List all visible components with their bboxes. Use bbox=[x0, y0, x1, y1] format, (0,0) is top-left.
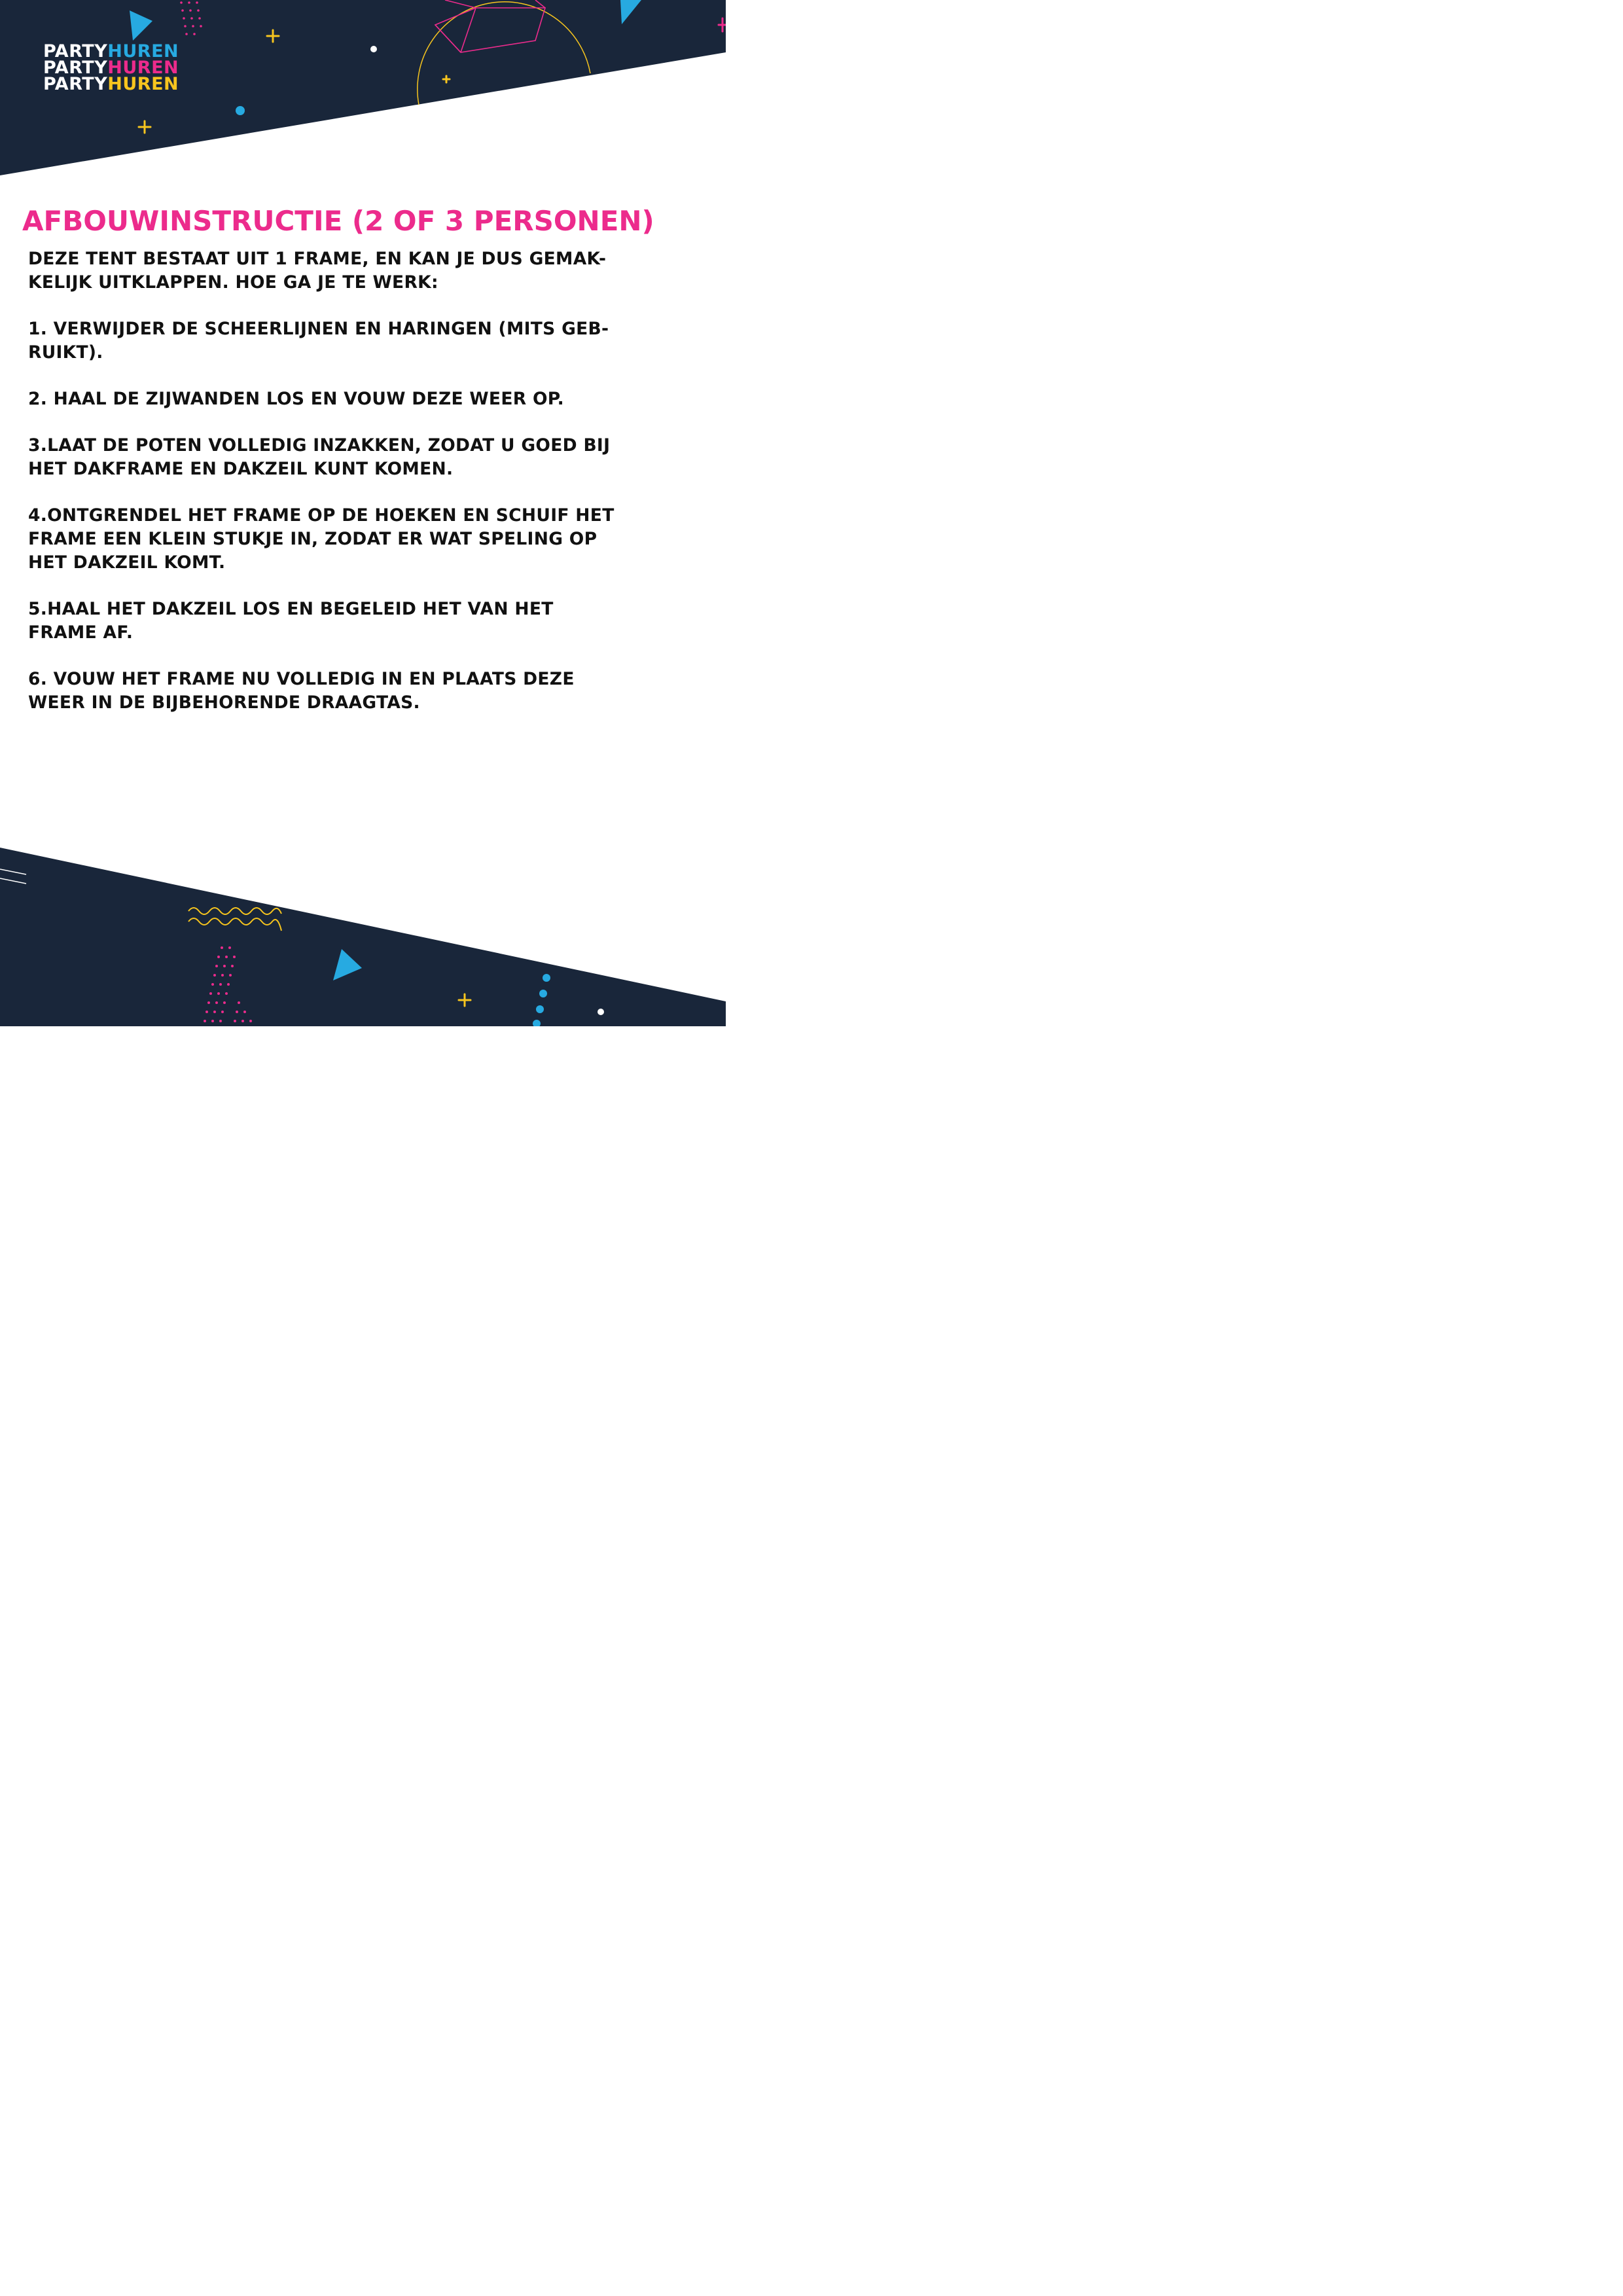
step-6: 6. VOUW HET FRAME NU VOLLEDIG IN EN PLAATS DEZE WEER IN DE BIJBEHORENDE DRAAGTAS. bbox=[28, 669, 575, 713]
instructions-body bbox=[28, 247, 702, 738]
partyhuren-logo bbox=[43, 43, 179, 92]
intro-paragraph: DEZE TENT BESTAAT UIT 1 FRAME, EN KAN JE DUS GEMAK- KELIJK UITKLAPPEN. HOE GA JE TE WERK: bbox=[28, 249, 607, 293]
logo-line-blue: PARTYHUREN bbox=[43, 41, 179, 62]
white-dot-shape bbox=[597, 1009, 604, 1015]
step-5: 5.HAAL HET DAKZEIL LOS EN BEGELEID HET VAN HET FRAME AF. bbox=[28, 599, 554, 643]
blue-dot-shape bbox=[236, 106, 245, 115]
step-3: 3.LAAT DE POTEN VOLLEDIG INZAKKEN, ZODAT U GOED BIJ HET DAKFRAME EN DAKZEIL KUNT KOMEN. bbox=[28, 435, 611, 479]
logo-line-yellow: PARTYHUREN bbox=[43, 74, 179, 94]
white-dot-shape bbox=[370, 46, 377, 52]
logo-line-pink: PARTYHUREN bbox=[43, 58, 179, 78]
step-2: 2. HAAL DE ZIJWANDEN LOS EN VOUW DEZE WEER OP. bbox=[28, 389, 565, 409]
step-4: 4.ONTGRENDEL HET FRAME OP DE HOEKEN EN SCHUIF HET FRAME EEN KLEIN STUKJE IN, ZODAT ER WAT SPELING OP HET DAKZEIL KOMT. bbox=[28, 505, 615, 573]
page-title: AFBOUWINSTRUCTIE (2 OF 3 PERSONEN) bbox=[22, 205, 654, 237]
bottom-navy-band bbox=[0, 848, 726, 1026]
step-1: 1. VERWIJDER DE SCHEERLIJNEN EN HARINGEN (MITS GEB- RUIKT). bbox=[28, 319, 609, 363]
